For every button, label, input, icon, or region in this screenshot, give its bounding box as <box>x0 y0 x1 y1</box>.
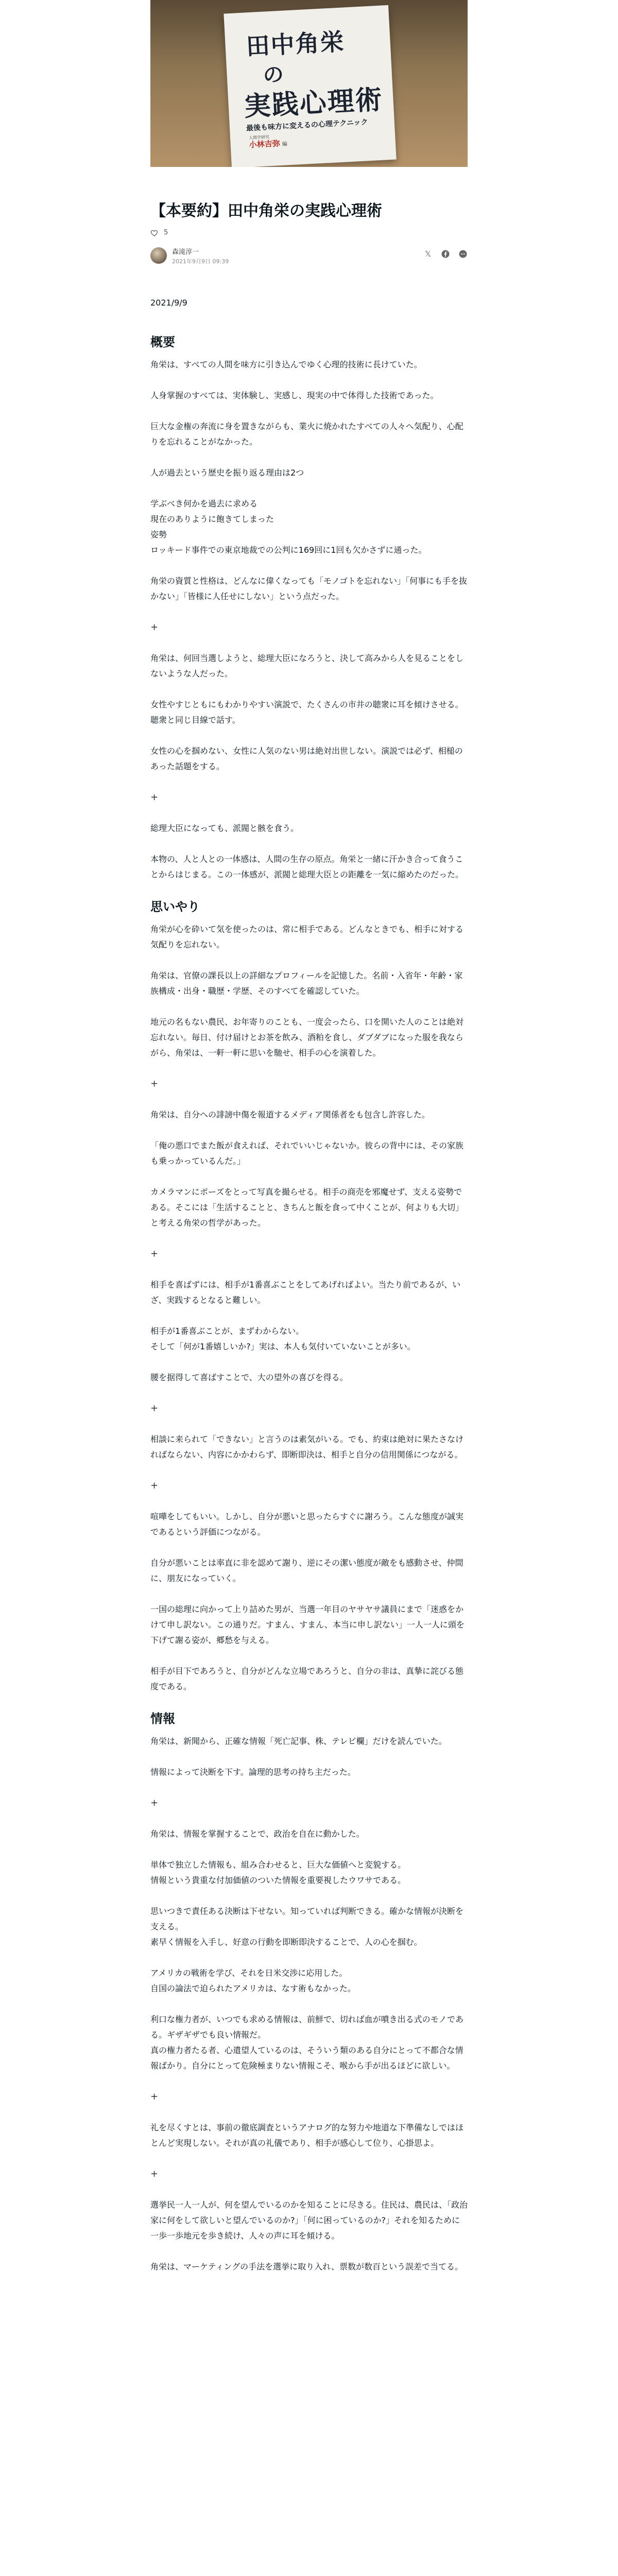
author-name[interactable]: 森滝淳一 <box>172 248 199 256</box>
paragraph: 女性やすじともにもわかりやすい演説で、たくさんの市井の聴衆に耳を傾けさせる。聴衆と同じ目線で話す。 <box>150 699 464 725</box>
paragraph: 総理大臣になっても、派閥と骸を食う。 <box>150 823 299 833</box>
paragraph: 単体で独立した情報も、組み合わせると、巨大な価値へと変貌する。 情報という貴重な付加価値のついた情報を重要視したウワサである。 <box>150 1859 406 1885</box>
paragraph: 角栄が心を砕いて気を使ったのは、常に相手である。どんなときでも、相手に対する気配りを忘れない。 <box>150 924 464 950</box>
heart-icon[interactable] <box>150 229 159 237</box>
paragraph: 「俺の悪口でまた飯が食えれば、それでいいじゃないか。彼らの背中には、その家族も乗っかっているんだ。」 <box>150 1140 464 1166</box>
paragraph: 相手が1番喜ぶことが、まずわからない。 そして「何が1番嬉しいか?」実は、本人も気付いていないことが多い。 <box>150 1326 416 1351</box>
paragraph: カメラマンにポーズをとって写真を撮らせる。相手の商売を邪魔せず、支える姿勢である。そこには「生活することと、きちんと飯を食って中くことが、何よりも大切」と考える角栄の哲学があった。 <box>150 1187 464 1228</box>
article <box>150 0 468 2290</box>
article-title: 【本要約】田中角栄の実践心理術 <box>150 202 382 220</box>
section-heading: 情報 <box>150 1711 175 1726</box>
paragraph: 巨大な金権の奔流に身を置きながらも、業火に焼かれたすべての人々へ気配り、心配りを忘れることがなかった。 <box>150 421 464 447</box>
paragraph: 角栄は、マーケティングの手法を選挙に取り入れ、票数が数百という誤差で当てる。 <box>150 2261 464 2272</box>
hero-image <box>150 0 468 167</box>
paragraph: 自分が悪いことは率直に非を認めて謝り、逆にその潔い態度が敵をも感動させ、仲間に、朋友になっていく。 <box>150 1557 464 1583</box>
paragraph: 情報によって決断を下す。論理的思考の持ち主だった。 <box>150 1767 356 1777</box>
separator-plus: + <box>150 1248 159 1259</box>
paragraph: 角栄は、自分への誹謗中傷を報道するメディア関係者をも包含し許容した。 <box>150 1109 430 1120</box>
paragraph: 女性の心を掴めない、女性に人気のない男は絶対出世しない。演説では必ず、相槌のあった話題をする。 <box>150 745 463 771</box>
separator-plus: + <box>150 1797 159 1808</box>
book-author: 小林吉弥 編 <box>249 139 288 150</box>
paragraph: 礼を尽くすとは、事前の徹底調査というアナログ的な努力や地道な下準備なしではほとんど実現しない。それが真の礼儀であり、相手が感心して位り、心掛思よ。 <box>150 2122 464 2148</box>
separator-plus: + <box>150 1402 159 1414</box>
separator-plus: + <box>150 621 159 633</box>
avatar[interactable] <box>150 247 167 264</box>
article-body <box>150 295 468 2275</box>
author-meta <box>172 246 229 265</box>
like-row <box>150 229 468 237</box>
paragraph: 喧嘩をしてもいい。しかし、自分が悪いと思ったらすぐに謝ろう。こんな態度が誠実であるという評価につながる。 <box>150 1511 464 1537</box>
paragraph: 人身掌握のすべては、実体験し、実感し、現実の中で体得した技術であった。 <box>150 390 439 400</box>
facebook-icon[interactable] <box>441 249 450 259</box>
author-row <box>150 246 468 265</box>
book-title-line2: の <box>262 62 284 88</box>
paragraph: アメリカの戦術を学び、それを日米交渉に応用した。 自国の論法で迫られたアメリカは、なす術もなかった。 <box>150 1968 356 1993</box>
x-icon[interactable]: 𝕏 <box>424 249 432 259</box>
paragraph: 人が過去という歴史を振り返る理由は2つ <box>150 467 304 478</box>
paragraph: 選挙民一人一人が、何を望んでいるのかを知ることに尽きる。住民は、農民は、「政治家に何をして欲しいと望んでいるのか?」「何に困っているのか?」それを知るために一歩一歩地元を歩き続け、人々の声に耳を傾ける。 <box>150 2199 468 2241</box>
book-subtitle: 最後も味方に変えるの心理テクニック <box>246 118 368 133</box>
paragraph: 角栄の資質と性格は、どんなに偉くなっても「モノゴトを忘れない」「何事にも手を抜かない」「皆様に人任せにしない」という点だった。 <box>150 575 468 601</box>
book-author-caption: 人間学研究 <box>248 134 270 141</box>
separator-plus: + <box>150 2168 159 2179</box>
share-buttons <box>423 249 468 259</box>
date-line: 2021/9/9 <box>150 297 187 308</box>
book-title-line1: 田中角栄 <box>245 27 346 61</box>
book-cover-image <box>224 5 396 167</box>
paragraph: 学ぶべき何かを過去に求める 現在のありように飽きてしまった 姿勢 ロッキード事件での東京地裁での公判に169回に1回も欠かさずに通った。 <box>150 498 427 555</box>
section-heading: 思いやり <box>150 899 200 914</box>
more-icon[interactable] <box>458 249 468 259</box>
separator-plus: + <box>150 791 159 803</box>
paragraph: 角栄は、新聞から、正確な情報「死亡記事、株、テレビ欄」だけを読んでいた。 <box>150 1736 447 1746</box>
section-heading: 概要 <box>150 334 175 349</box>
paragraph: 思いつきで責任ある決断は下せない。知っていれば判断できる。確かな情報が決断を支える。 素早く情報を入手し、好意の行動を即断即決することで、人の心を掴む。 <box>150 1906 464 1947</box>
paragraph: 腰を据得して喜ばすことで、大の望外の喜びを得る。 <box>150 1372 348 1382</box>
paragraph: 一国の総理に向かって上り詰めた男が、当選一年目のヤサヤサ議員にまで「迷惑をかけて申し訳ない。この通りだ。すまん、すまん、本当に申し訳ない」一人一人に頭を下げて謝る姿が、郷愁を与える。 <box>150 1604 465 1645</box>
paragraph: 利口な権力者が、いつでも求める情報は、前鮮で、切れば血が噴き出る式のモノである。ギザギザでも良い情報だ。 真の権力者たる者、心遣望人ているのは、そういう類のある自分にとって不都合な情報ばかり。自分にとって危険極まりない情報こそ、喉から手が出るほどに欲しい。 <box>150 2014 464 2071</box>
like-count: 5 <box>164 229 168 236</box>
paragraph: 相手が目下であろうと、自分がどんな立場であろうと、自分の非は、真摯に詫びる態度である。 <box>150 1666 464 1691</box>
paragraph: 本物の、人と人との一体感は、人間の生存の原点。角栄と一緒に汗かき合って食うことからはじまる。この一体感が、派閥と総理大臣との距離を一気に縮めたのだった。 <box>150 854 464 879</box>
post-date: 2021年9月9日 09:39 <box>172 258 229 265</box>
paragraph: 相手を喜ばずには、相手が1番喜ぶことをしてあげればよい。当たり前であるが、いざ、実践するとなると難しい。 <box>150 1279 461 1305</box>
separator-plus: + <box>150 1480 159 1491</box>
paragraph: 角栄は、何回当選しようと、総理大臣になろうと、決して高みから人を見ることをしないような人だった。 <box>150 653 464 679</box>
paragraph: 角栄は、すべての人間を味方に引き込んでゆく心理的技術に長けていた。 <box>150 359 422 369</box>
separator-plus: + <box>150 2091 159 2102</box>
paragraph: 相談に来られて「できない」と言うのは素気がいる。でも、約束は絶対に果たさなければならない、内容にかかわらず、即断即決は、相手と自分の信用関係につながる。 <box>150 1434 464 1460</box>
paragraph: 角栄は、情報を掌握することで、政治を自在に動かした。 <box>150 1828 365 1839</box>
book-title-line3: 実践心理術 <box>243 83 384 123</box>
separator-plus: + <box>150 1078 159 1089</box>
paragraph: 地元の名もない農民、お年寄りのことも、一度会ったら、口を開いた人のことは絶対忘れない。毎日、付け届けとお茶を飲み、酒粕を食し、ダブダブになった服を我ならがら、角栄は、一軒一軒に思いを馳せ、相手の心を演着した。 <box>150 1016 464 1058</box>
paragraph: 角栄は、官僚の課長以上の詳細なプロフィールを記憶した。名前・入省年・年齢・家族構成・出身・職歴・学歴、そのすべてを確認していた。 <box>150 970 463 996</box>
